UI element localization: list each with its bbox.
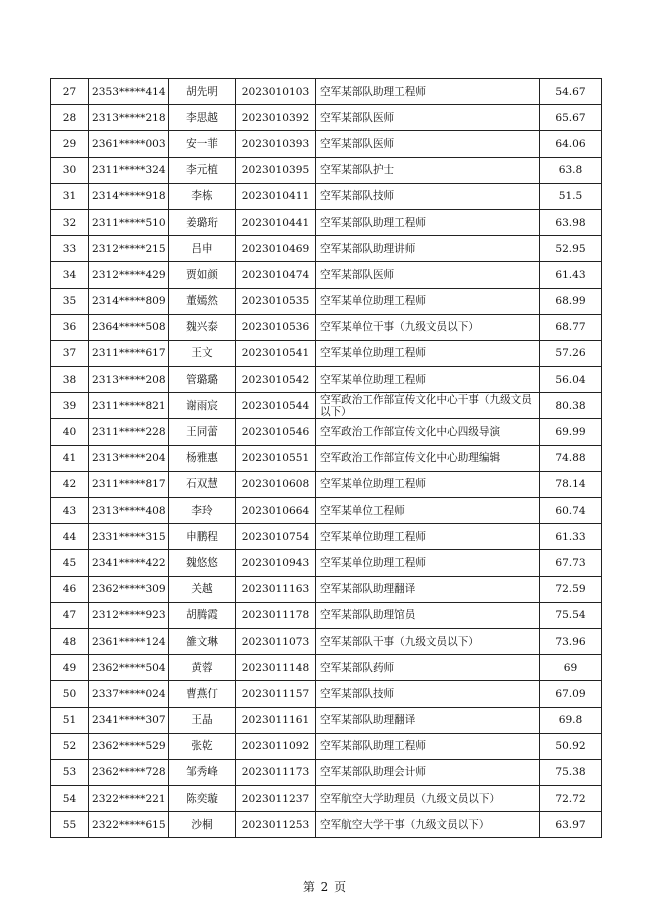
row-number-cell: 48 [51,628,89,654]
exam-code-cell: 2023010664 [236,498,316,524]
score-cell: 50.92 [540,733,602,759]
position-name-cell: 空军某单位工程师 [316,498,540,524]
position-name-cell: 空军某部队助理翻译 [316,707,540,733]
table-row [51,786,602,812]
exam-code-cell: 2023010546 [236,419,316,445]
exam-code-cell: 2023010395 [236,157,316,183]
id-number-cell: 2322*****221 [89,786,169,812]
exam-code-cell: 2023011073 [236,628,316,654]
table-row [51,262,602,288]
score-cell: 69 [540,655,602,681]
table-row [51,105,602,131]
candidate-name-cell: 李栋 [169,183,236,209]
table-row [51,733,602,759]
score-cell: 63.97 [540,812,602,838]
exam-code-cell: 2023010541 [236,340,316,366]
score-cell: 72.59 [540,576,602,602]
id-number-cell: 2314*****918 [89,183,169,209]
candidate-name-cell: 石双慧 [169,471,236,497]
score-cell: 56.04 [540,367,602,393]
id-number-cell: 2313*****208 [89,367,169,393]
score-cell: 69.99 [540,419,602,445]
row-number-cell: 33 [51,236,89,262]
exam-code-cell: 2023011253 [236,812,316,838]
row-number-cell: 41 [51,445,89,471]
exam-code-cell: 2023010542 [236,367,316,393]
candidate-name-cell: 贾如颜 [169,262,236,288]
exam-code-cell: 2023010608 [236,471,316,497]
position-name-cell: 空军某部队助理工程师 [316,733,540,759]
position-name-cell: 空军某单位助理工程师 [316,340,540,366]
id-number-cell: 2362*****504 [89,655,169,681]
exam-code-cell: 2023010754 [236,524,316,550]
row-number-cell: 50 [51,681,89,707]
id-number-cell: 2311*****817 [89,471,169,497]
table-row [51,209,602,235]
table-row [51,445,602,471]
candidate-name-cell: 邹秀峰 [169,759,236,785]
score-cell: 51.5 [540,183,602,209]
exam-code-cell: 2023010544 [236,393,316,419]
candidate-name-cell: 张乾 [169,733,236,759]
id-number-cell: 2361*****003 [89,131,169,157]
exam-code-cell: 2023011237 [236,786,316,812]
candidate-name-cell: 申鹏程 [169,524,236,550]
position-name-cell: 空军某部队技师 [316,681,540,707]
exam-code-cell: 2023011161 [236,707,316,733]
row-number-cell: 29 [51,131,89,157]
candidate-name-cell: 姜璐珩 [169,209,236,235]
id-number-cell: 2322*****615 [89,812,169,838]
table-row [51,314,602,340]
table-row [51,655,602,681]
candidate-name-cell: 李元植 [169,157,236,183]
candidate-name-cell: 雒文琳 [169,628,236,654]
score-cell: 67.09 [540,681,602,707]
candidate-name-cell: 曹燕仃 [169,681,236,707]
exam-code-cell: 2023010943 [236,550,316,576]
candidate-name-cell: 魏悠悠 [169,550,236,576]
exam-code-cell: 2023010392 [236,105,316,131]
position-name-cell: 空军某部队医师 [316,131,540,157]
table-row [51,393,602,419]
candidate-name-cell: 杨雅惠 [169,445,236,471]
row-number-cell: 53 [51,759,89,785]
candidate-name-cell: 黄蓉 [169,655,236,681]
exam-code-cell: 2023010536 [236,314,316,340]
candidate-name-cell: 王晶 [169,707,236,733]
id-number-cell: 2361*****124 [89,628,169,654]
position-name-cell: 空军某部队药师 [316,655,540,681]
id-number-cell: 2312*****215 [89,236,169,262]
table-row [51,628,602,654]
position-name-cell: 空军某部队助理讲师 [316,236,540,262]
score-cell: 73.96 [540,628,602,654]
row-number-cell: 43 [51,498,89,524]
row-number-cell: 30 [51,157,89,183]
score-cell: 61.43 [540,262,602,288]
candidate-name-cell: 谢雨宸 [169,393,236,419]
id-number-cell: 2311*****228 [89,419,169,445]
table-row [51,367,602,393]
exam-code-cell: 2023011148 [236,655,316,681]
position-name-cell: 空军某单位助理工程师 [316,471,540,497]
row-number-cell: 55 [51,812,89,838]
row-number-cell: 47 [51,602,89,628]
table-row [51,471,602,497]
score-cell: 52.95 [540,236,602,262]
candidate-name-cell: 陈奕璇 [169,786,236,812]
id-number-cell: 2311*****510 [89,209,169,235]
id-number-cell: 2314*****809 [89,288,169,314]
results-table [50,78,602,838]
exam-code-cell: 2023011178 [236,602,316,628]
row-number-cell: 28 [51,105,89,131]
position-name-cell: 空军某单位助理工程师 [316,550,540,576]
id-number-cell: 2311*****324 [89,157,169,183]
score-cell: 72.72 [540,786,602,812]
table-row [51,288,602,314]
row-number-cell: 51 [51,707,89,733]
candidate-name-cell: 关越 [169,576,236,602]
score-cell: 68.77 [540,314,602,340]
table-row [51,498,602,524]
row-number-cell: 27 [51,79,89,105]
score-cell: 80.38 [540,393,602,419]
candidate-name-cell: 胡先明 [169,79,236,105]
exam-code-cell: 2023010474 [236,262,316,288]
position-name-cell: 空军某部队助理会计师 [316,759,540,785]
id-number-cell: 2362*****728 [89,759,169,785]
row-number-cell: 46 [51,576,89,602]
exam-code-cell: 2023010535 [236,288,316,314]
table-row [51,681,602,707]
id-number-cell: 2353*****414 [89,79,169,105]
row-number-cell: 44 [51,524,89,550]
candidate-name-cell: 董嫣然 [169,288,236,314]
id-number-cell: 2313*****204 [89,445,169,471]
score-cell: 54.67 [540,79,602,105]
score-cell: 63.8 [540,157,602,183]
candidate-name-cell: 安一菲 [169,131,236,157]
table-row [51,812,602,838]
position-name-cell: 空军某部队助理工程师 [316,79,540,105]
position-name-cell: 空军某单位助理工程师 [316,288,540,314]
table-row [51,183,602,209]
id-number-cell: 2364*****508 [89,314,169,340]
row-number-cell: 40 [51,419,89,445]
id-number-cell: 2362*****309 [89,576,169,602]
score-cell: 65.67 [540,105,602,131]
score-cell: 78.14 [540,471,602,497]
position-name-cell: 空军某单位助理工程师 [316,367,540,393]
score-cell: 75.54 [540,602,602,628]
row-number-cell: 35 [51,288,89,314]
score-cell: 74.88 [540,445,602,471]
position-name-cell: 空军某部队医师 [316,262,540,288]
table-row [51,131,602,157]
row-number-cell: 49 [51,655,89,681]
exam-code-cell: 2023011092 [236,733,316,759]
row-number-cell: 52 [51,733,89,759]
row-number-cell: 31 [51,183,89,209]
id-number-cell: 2311*****821 [89,393,169,419]
page-number: 第 2 页 [302,880,348,894]
candidate-name-cell: 胡腾霞 [169,602,236,628]
table-row [51,340,602,366]
table-row [51,602,602,628]
position-name-cell: 空军某部队干事（九级文员以下） [316,628,540,654]
row-number-cell: 38 [51,367,89,393]
row-number-cell: 34 [51,262,89,288]
position-name-cell: 空军某部队助理翻译 [316,576,540,602]
score-cell: 68.99 [540,288,602,314]
score-cell: 61.33 [540,524,602,550]
candidate-name-cell: 沙桐 [169,812,236,838]
exam-code-cell: 2023011157 [236,681,316,707]
table-row [51,550,602,576]
position-name-cell: 空军政治工作部宣传文化中心助理编辑 [316,445,540,471]
position-name-cell: 空军政治工作部宣传文化中心四级导演 [316,419,540,445]
row-number-cell: 37 [51,340,89,366]
row-number-cell: 39 [51,393,89,419]
position-name-cell: 空军某部队助理工程师 [316,209,540,235]
candidate-name-cell: 李玲 [169,498,236,524]
score-cell: 57.26 [540,340,602,366]
id-number-cell: 2362*****529 [89,733,169,759]
id-number-cell: 2337*****024 [89,681,169,707]
row-number-cell: 36 [51,314,89,340]
exam-code-cell: 2023010441 [236,209,316,235]
id-number-cell: 2313*****408 [89,498,169,524]
candidate-name-cell: 管璐璐 [169,367,236,393]
exam-code-cell: 2023011173 [236,759,316,785]
position-name-cell: 空军政治工作部宣传文化中心干事（九级文员以下） [316,393,540,419]
candidate-name-cell: 吕申 [169,236,236,262]
id-number-cell: 2312*****429 [89,262,169,288]
candidate-name-cell: 王文 [169,340,236,366]
exam-code-cell: 2023010469 [236,236,316,262]
candidate-name-cell: 魏兴泰 [169,314,236,340]
exam-code-cell: 2023010551 [236,445,316,471]
position-name-cell: 空军某单位干事（九级文员以下） [316,314,540,340]
position-name-cell: 空军某部队医师 [316,105,540,131]
results-table-body [51,79,602,838]
position-name-cell: 空军航空大学助理员（九级文员以下） [316,786,540,812]
row-number-cell: 54 [51,786,89,812]
exam-code-cell: 2023010411 [236,183,316,209]
id-number-cell: 2312*****923 [89,602,169,628]
id-number-cell: 2331*****315 [89,524,169,550]
score-cell: 75.38 [540,759,602,785]
table-row [51,707,602,733]
row-number-cell: 32 [51,209,89,235]
table-row [51,419,602,445]
exam-code-cell: 2023010393 [236,131,316,157]
id-number-cell: 2313*****218 [89,105,169,131]
position-name-cell: 空军某单位助理工程师 [316,524,540,550]
position-name-cell: 空军某部队护士 [316,157,540,183]
exam-code-cell: 2023011163 [236,576,316,602]
exam-code-cell: 2023010103 [236,79,316,105]
id-number-cell: 2341*****422 [89,550,169,576]
row-number-cell: 45 [51,550,89,576]
table-row [51,79,602,105]
table-row [51,759,602,785]
row-number-cell: 42 [51,471,89,497]
score-cell: 64.06 [540,131,602,157]
position-name-cell: 空军航空大学干事（九级文员以下） [316,812,540,838]
position-name-cell: 空军某部队助理馆员 [316,602,540,628]
table-row [51,236,602,262]
table-row [51,157,602,183]
table-row [51,524,602,550]
candidate-name-cell: 李思越 [169,105,236,131]
id-number-cell: 2311*****617 [89,340,169,366]
score-cell: 69.8 [540,707,602,733]
score-cell: 63.98 [540,209,602,235]
score-cell: 60.74 [540,498,602,524]
position-name-cell: 空军某部队技师 [316,183,540,209]
id-number-cell: 2341*****307 [89,707,169,733]
candidate-name-cell: 王同蕾 [169,419,236,445]
score-cell: 67.73 [540,550,602,576]
table-row [51,576,602,602]
